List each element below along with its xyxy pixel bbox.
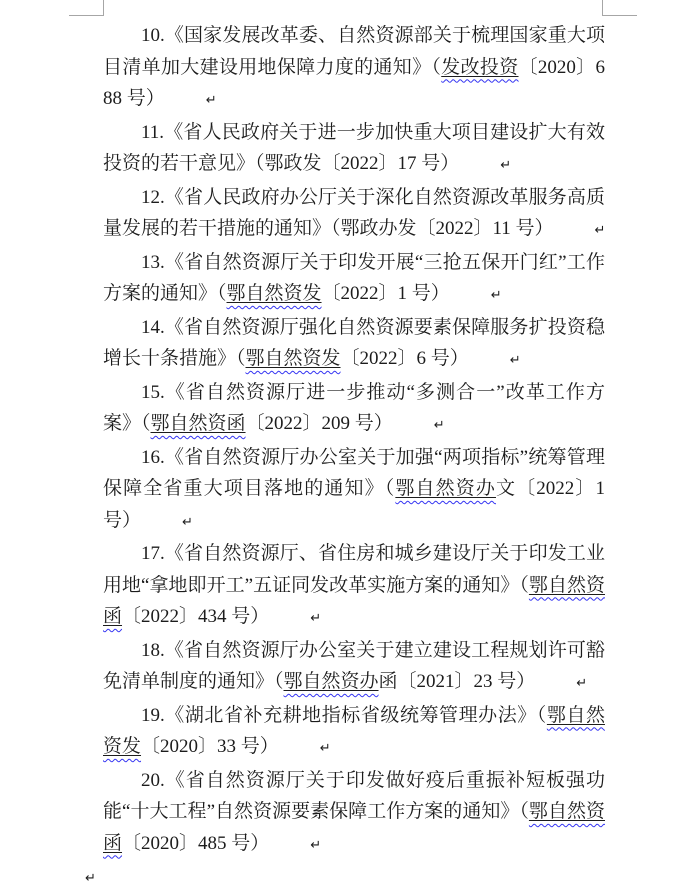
paragraph-mark-icon: ↵	[85, 871, 96, 886]
paragraph-mark-icon: ↵	[433, 418, 445, 433]
paragraph-mark-icon: ↵	[576, 676, 588, 691]
list-item	[103, 20, 605, 117]
paragraph-mark-icon: ↵	[490, 288, 502, 303]
paragraph-text: 18.《省自然资源厅办公室关于建立建设工程规划许可豁免清单制度的通知》（	[103, 639, 605, 692]
list-item	[103, 312, 605, 377]
paragraph-mark-icon: ↵	[319, 741, 331, 756]
paragraph-text: 19.《湖北省补充耕地指标省级统筹管理办法》（	[141, 704, 547, 726]
list-item	[103, 538, 605, 635]
paragraph-text: 10.《国家发展改革委、自然资源部关于梳理国家重大项目清单加大建设用地保障力度的通知》（	[103, 25, 605, 78]
paragraph-mark-icon: ↵	[500, 158, 512, 173]
paragraph-text: 11.《省人民政府关于进一步加快重大项目建设扩大有效投资的若干意见》（鄂政发〔2022〕17 号）	[103, 121, 605, 174]
paragraph-text: 〔2020〕485 号）	[122, 832, 270, 854]
cited-doc-number-underlined	[151, 413, 246, 434]
paragraph-mark-icon: ↵	[594, 223, 606, 238]
spellcheck-wavy-underline: 鄂自然资办	[395, 478, 496, 499]
text-boundary-mark-top-right	[602, 0, 637, 16]
list-item	[103, 442, 605, 539]
spellcheck-wavy-underline: 鄂自然资函	[103, 574, 605, 627]
paragraph-text: 〔2022〕6 号）	[340, 348, 469, 369]
list-item	[103, 117, 605, 182]
paragraph-text: 文〔2022〕1 号）	[103, 478, 605, 531]
paragraph-mark-icon: ↵	[310, 837, 322, 853]
paragraph-mark-icon: ↵	[310, 611, 322, 626]
paragraph-mark-icon: ↵	[509, 353, 521, 368]
cited-doc-number-underlined	[284, 671, 379, 692]
paragraph-text: 16.《省自然资源厅办公室关于加强“两项指标”统筹管理保障全省重大项目落地的通知》（	[103, 446, 605, 499]
spellcheck-wavy-underline: 鄂自然资函	[150, 413, 246, 434]
spellcheck-wavy-underline: 鄂自然资发	[103, 704, 605, 757]
cited-doc-number-underlined	[246, 348, 341, 369]
paragraph-mark-icon: ↵	[205, 93, 217, 108]
paragraph-text: 〔2022〕434 号）	[122, 606, 270, 627]
list-item	[103, 700, 605, 765]
cited-doc-number-underlined	[441, 57, 518, 78]
paragraph-text: 13.《省自然资源厅关于印发开展“三抢五保开门红”工作方案的通知》（	[103, 251, 605, 304]
paragraph-text: 12.《省人民政府办公厅关于深化自然资源改革服务高质量发展的若干措施的通知》（鄂政办发〔2022〕11 号）	[103, 186, 605, 239]
paragraph-text: 〔2022〕209 号）	[245, 413, 393, 434]
paragraph-text: 函〔2021〕23 号）	[378, 671, 536, 692]
paragraph-text: 〔2020〕688 号）	[103, 56, 605, 109]
cited-doc-number-underlined	[395, 478, 496, 499]
empty-paragraph	[82, 861, 605, 895]
paragraph-mark-icon: ↵	[182, 514, 193, 530]
spellcheck-wavy-underline: 发改投资	[441, 56, 519, 78]
paragraph-text: 〔2020〕33 号）	[141, 736, 279, 757]
list-item	[103, 635, 605, 700]
cited-doc-number-underlined	[227, 283, 322, 304]
paragraph-text: 17.《省自然资源厅、省住房和城乡建设厅关于印发工业用地“拿地即开工”五证同发改革实施方案的通知》（	[103, 543, 605, 596]
text-boundary-mark-top-left	[69, 0, 104, 16]
paragraph-text: 15.《省自然资源厅进一步推动“多测合一”改革工作方案》（	[103, 381, 605, 434]
paragraph-text: 14.《省自然资源厅强化自然资源要素保障服务扩投资稳增长十条措施》（	[103, 316, 605, 369]
spellcheck-wavy-underline: 鄂自然资发	[226, 283, 322, 304]
list-item	[103, 247, 605, 312]
spellcheck-wavy-underline: 鄂自然资办	[283, 671, 379, 692]
paragraph-text: 20.《省自然资源厅关于印发做好疫后重振补短板强功能“十大工程”自然资源要素保障工作方案的通知》（	[103, 769, 605, 822]
spellcheck-wavy-underline: 鄂自然资发	[245, 348, 341, 369]
list-item	[103, 377, 605, 442]
paragraph-text: 〔2022〕1 号）	[321, 283, 450, 304]
document-body	[85, 20, 606, 895]
list-item	[103, 182, 605, 247]
spellcheck-wavy-underline: 鄂自然资函	[103, 801, 605, 854]
